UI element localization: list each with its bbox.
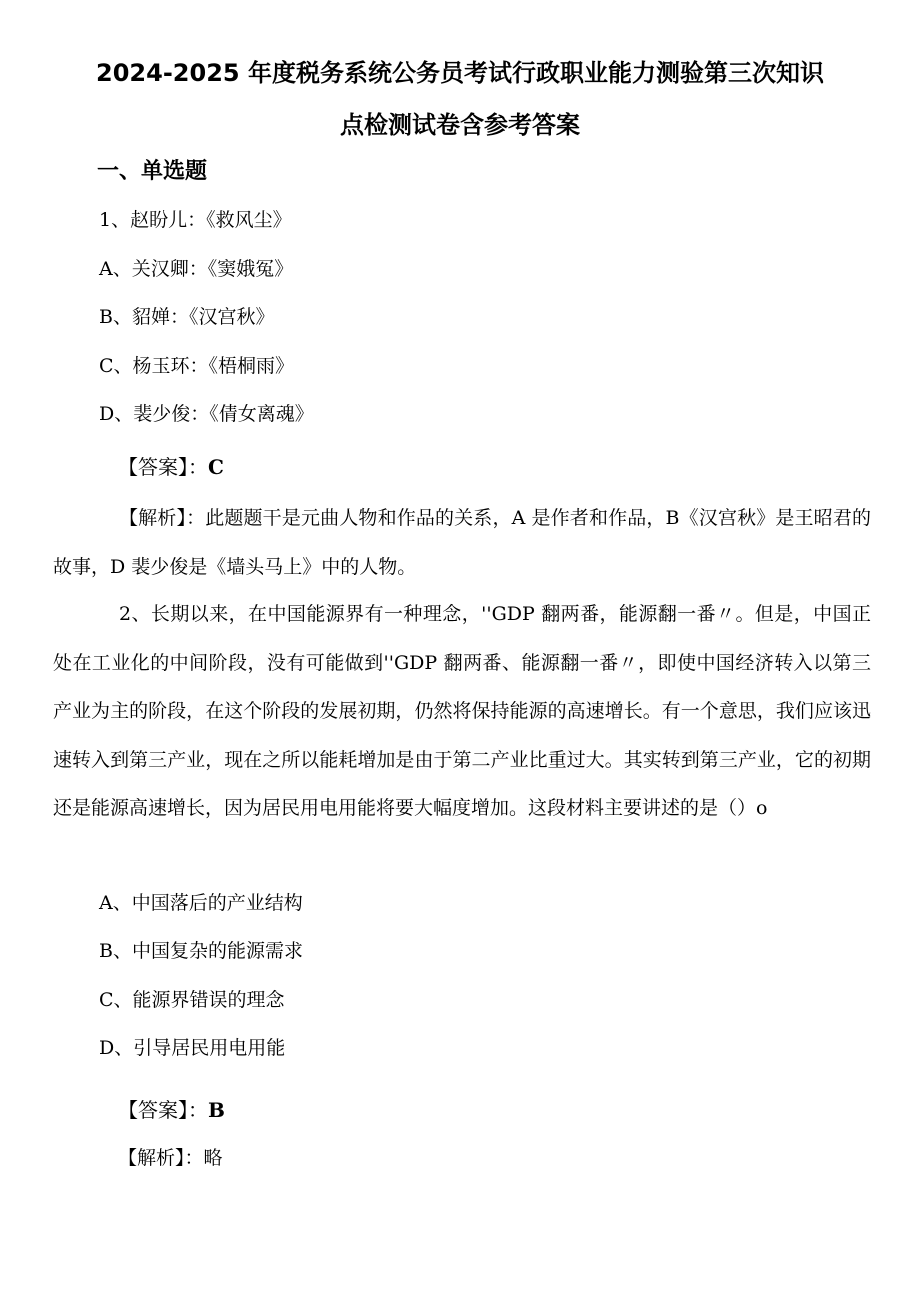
question-2-option-a: A、中国落后的产业结构	[99, 892, 303, 914]
section-heading: 一、单选题	[97, 159, 208, 184]
question-2-analysis	[118, 1144, 223, 1172]
question-2-option-d: D、引导居民用电用能	[99, 1037, 286, 1059]
analysis-label: 【解析】	[119, 507, 187, 529]
question-1-option-d: D、裴少俊：《倩女离魂》	[99, 403, 314, 425]
question-1-stem: 1、赵盼儿：《救风尘》	[99, 209, 292, 231]
answer-value: C	[208, 455, 224, 479]
question-2-option-b: B、中国复杂的能源需求	[99, 940, 303, 962]
question-1-answer	[118, 453, 224, 481]
question-1-option-c: C、杨玉环：《梧桐雨》	[99, 355, 295, 377]
question-2-stem: 2、长期以来，在中国能源界有一种理念，''GDP 翻两番，能源翻一番〃。但是，中国正处在工业化的中间阶段，没有可能做到''GDP 翻两番、能源翻一番〃，即使中国经济转入以第三产业为主的阶段，在这个阶段的发展初期，仍然将保持能源的高速增长。有一个意思，我们应该迅速转入到第三产业，现在之所以能耗增加是由于第二产业比重过大。其实转到第三产业，它的初期还是能源高速增长，因为居民用电用能将要大幅度增加。这段材料主要讲述的是（）o	[53, 603, 871, 819]
analysis-text: ：略	[184, 1147, 223, 1169]
analysis-text: ：此题题干是元曲人物和作品的关系，A 是作者和作品，B《汉宫秋》是王昭君的故事，D 裴少俊是《墙头马上》中的人物。	[53, 507, 871, 578]
question-1-option-a: A、关汉卿：《窦娥冤》	[99, 258, 294, 280]
answer-value: B	[208, 1098, 225, 1122]
question-1-analysis	[53, 494, 871, 591]
document-title-line-2: 点检测试卷含参考答案	[340, 111, 580, 139]
answer-label: 【答案】：	[118, 455, 208, 479]
answer-label: 【答案】：	[118, 1098, 208, 1122]
question-2-answer	[118, 1096, 225, 1124]
analysis-label: 【解析】	[118, 1147, 185, 1169]
question-1-option-b: B、貂婵：《汉宫秋》	[99, 306, 275, 328]
document-title-line-1: 2024-2025 年度税务系统公务员考试行政职业能力测验第三次知识	[96, 59, 824, 87]
question-2-option-c: C、能源界错误的理念	[99, 989, 285, 1011]
